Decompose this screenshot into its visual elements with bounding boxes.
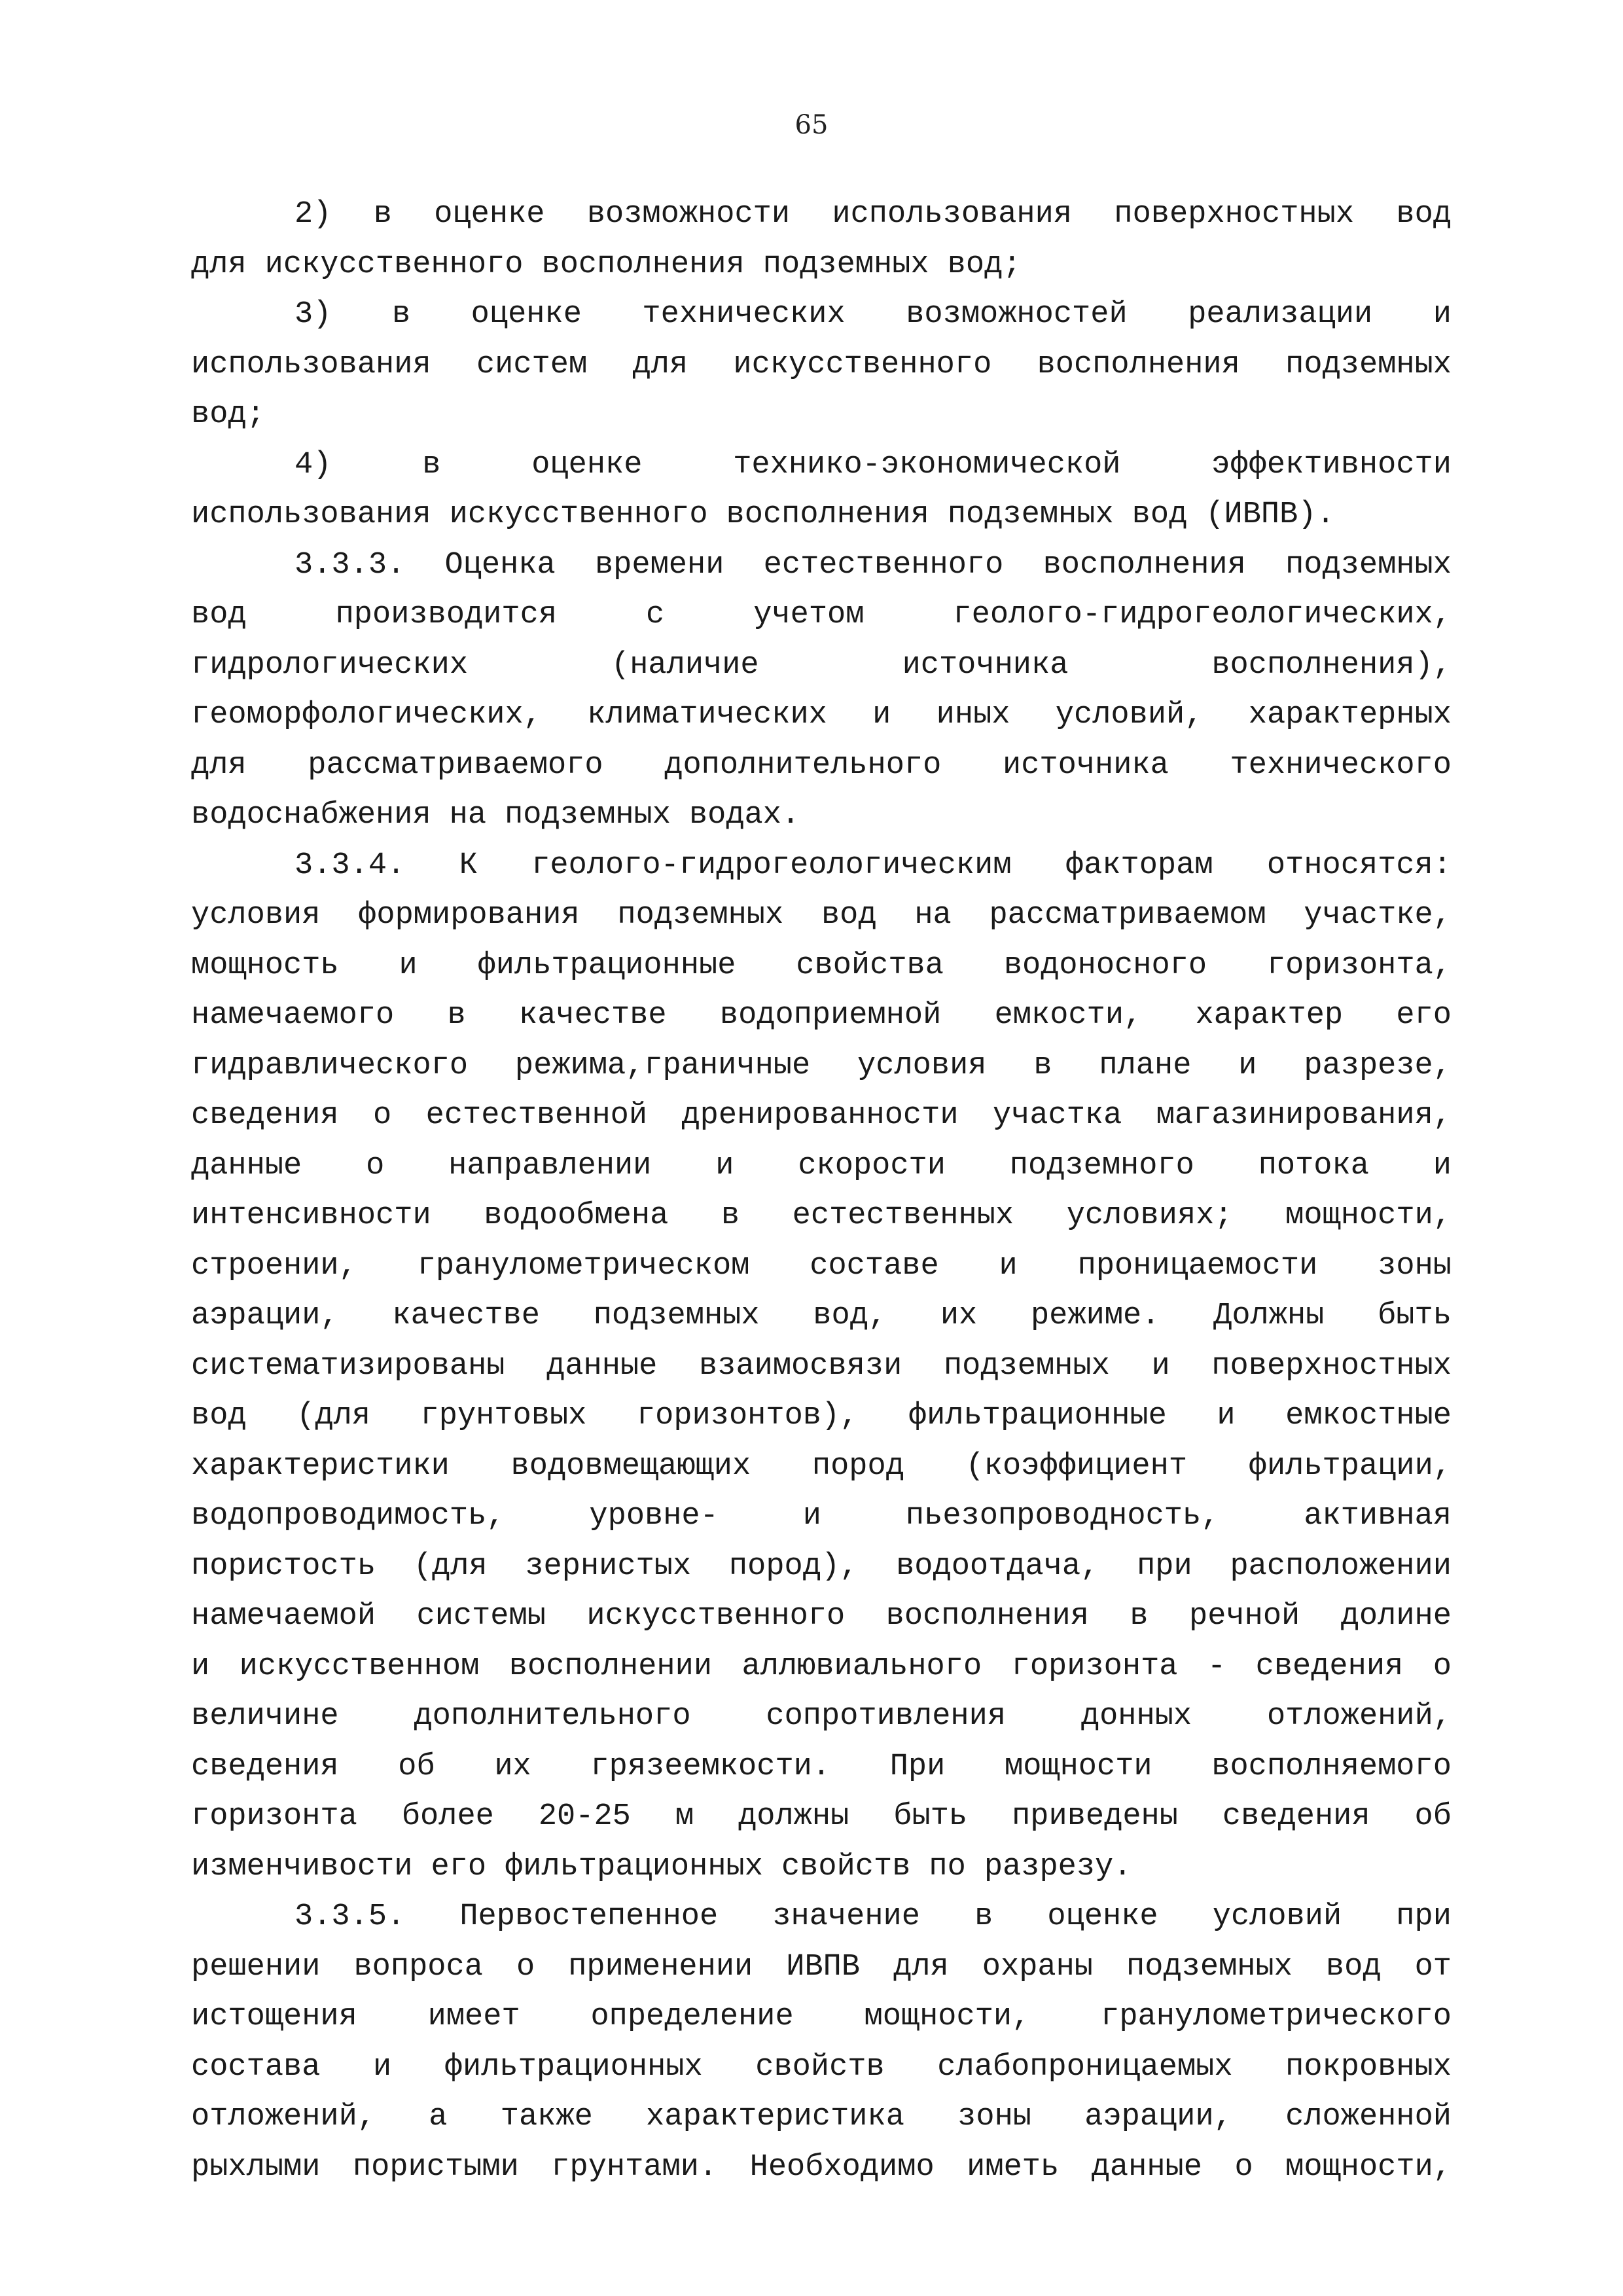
word: возможности	[586, 197, 791, 232]
word: 3.3.3.	[294, 547, 406, 583]
word: долине	[1340, 1599, 1452, 1634]
text-line	[191, 991, 1452, 1041]
word: пород	[812, 1448, 904, 1484]
word: а	[429, 2100, 448, 2134]
word: об	[398, 1749, 435, 1784]
word: отложений,	[1266, 1699, 1452, 1734]
word: и	[1151, 1348, 1170, 1384]
text-line	[191, 2043, 1452, 2093]
word: использования	[191, 347, 431, 382]
word: для	[893, 1949, 949, 1984]
word: фильтрации,	[1248, 1448, 1452, 1484]
word: поверхностных	[1114, 197, 1355, 232]
word: в	[1130, 1599, 1149, 1634]
word: мощности,	[864, 2000, 1031, 2034]
word: 3.3.4.	[294, 848, 406, 883]
word: грязеемкости.	[590, 1749, 831, 1784]
word: мощности,	[1285, 2149, 1452, 2185]
word: технического	[1230, 747, 1452, 783]
word: Первостепенное	[459, 1899, 719, 1934]
word: подземных	[947, 497, 1114, 532]
word: условий	[1212, 1899, 1342, 1934]
word: гранулометрическом	[417, 1248, 750, 1283]
word: оценке	[434, 197, 545, 232]
text-line	[191, 1141, 1452, 1192]
word: сложенной	[1285, 2100, 1452, 2134]
word: естественного	[763, 547, 1004, 583]
word: систематизированы	[191, 1348, 505, 1384]
word: 20-25	[538, 1799, 631, 1834]
word: мощность	[191, 948, 339, 983]
text-line	[191, 1391, 1452, 1442]
word: с	[646, 598, 665, 632]
word: вод	[1132, 497, 1188, 532]
word: речной	[1189, 1599, 1300, 1634]
word: донных	[1080, 1699, 1192, 1734]
text-line	[191, 2143, 1452, 2193]
word: времени	[594, 547, 724, 583]
text-line	[191, 490, 1452, 541]
text-line	[191, 1342, 1452, 1392]
word: аэрации,	[191, 1299, 339, 1333]
word: более	[401, 1799, 494, 1834]
word: быть	[1378, 1299, 1452, 1333]
text-line	[191, 1892, 1452, 1943]
word: расположении	[1230, 1549, 1452, 1584]
word: мощности,	[1285, 1198, 1452, 1233]
word: участке,	[1304, 898, 1452, 933]
word: направлении	[448, 1148, 652, 1183]
word: оценке	[531, 447, 643, 482]
word: учетом	[753, 598, 865, 632]
word: и	[1238, 1048, 1257, 1083]
word: об	[1414, 1799, 1452, 1834]
word: в	[373, 197, 392, 232]
word: гранулометрического	[1101, 2000, 1452, 2034]
word: К	[459, 848, 478, 883]
word: режима,граничные	[514, 1048, 811, 1083]
word: зоны	[1378, 1248, 1452, 1283]
word: намечаемого	[191, 998, 395, 1033]
word: гидрологических	[191, 647, 469, 683]
text-line	[191, 590, 1452, 641]
word: -	[1207, 1649, 1226, 1684]
word: рассматриваемом	[989, 898, 1266, 933]
word: горизонтов),	[636, 1399, 859, 1433]
word: подземных	[943, 1348, 1110, 1384]
word: и	[373, 2049, 392, 2085]
word: вод	[821, 898, 877, 933]
word: рассматриваемого	[308, 747, 603, 783]
word: по	[929, 1849, 966, 1884]
text-line	[191, 190, 1452, 240]
word: емкости,	[994, 998, 1143, 1033]
word: горизонта	[1011, 1649, 1178, 1684]
word: пористыми	[352, 2149, 519, 2185]
word: восполнении	[508, 1649, 713, 1684]
word: горизонта	[191, 1799, 357, 1834]
text-line	[191, 440, 1452, 491]
word: формирования	[358, 898, 580, 933]
word: разрезу.	[984, 1849, 1132, 1884]
word: истощения	[191, 2000, 357, 2034]
word: условиях;	[1066, 1198, 1233, 1233]
word: грунтами.	[551, 2149, 718, 2185]
word: сведения	[191, 1749, 339, 1784]
word: магазинирования,	[1156, 1098, 1452, 1133]
word: его	[431, 1849, 487, 1884]
text-line	[191, 1242, 1452, 1292]
word: интенсивности	[191, 1198, 431, 1233]
text-line	[191, 1992, 1452, 2043]
text-line	[191, 1842, 1452, 1893]
word: режиме.	[1030, 1299, 1160, 1333]
word: геолого-гидрогеологическим	[531, 848, 1012, 883]
word: его	[1396, 998, 1452, 1033]
word: водоотдача,	[896, 1549, 1099, 1584]
word: характеристика	[646, 2100, 904, 2134]
word: при	[1137, 1549, 1192, 1584]
word: Оценка	[444, 547, 556, 583]
word: условия	[857, 1048, 987, 1083]
word: уровне-	[589, 1499, 719, 1534]
word: оценке	[1047, 1899, 1158, 1934]
word: производится	[335, 598, 558, 632]
word: в	[721, 1198, 740, 1233]
text-line	[191, 791, 1452, 841]
word: водовмещающих	[510, 1448, 751, 1484]
text-line	[191, 2092, 1452, 2143]
word: источника	[1003, 747, 1169, 783]
word: дополнительного	[414, 1699, 691, 1734]
text-line	[191, 1692, 1452, 1742]
word: восполнения	[1037, 347, 1240, 382]
word: систем	[476, 347, 588, 382]
word: (для	[413, 1549, 488, 1584]
word: значение	[772, 1899, 920, 1934]
word: водопроводимость,	[191, 1499, 505, 1534]
word: использования	[832, 197, 1073, 232]
word: определение	[590, 2000, 794, 2034]
word: о	[1433, 1649, 1452, 1684]
word: зоны	[957, 2100, 1031, 2134]
word: характер	[1195, 998, 1344, 1033]
word: подземных	[762, 247, 929, 282]
word: фильтрационные	[477, 948, 736, 983]
word: и	[1433, 297, 1452, 332]
word: технико-экономической	[733, 447, 1121, 482]
word: грунтовых	[420, 1399, 587, 1433]
text-line	[191, 1041, 1452, 1092]
word: подземного	[1009, 1148, 1194, 1183]
word: восполнения	[541, 247, 745, 282]
word: вод;	[191, 397, 265, 432]
word: дополнительного	[664, 747, 942, 783]
word: о	[366, 1148, 385, 1183]
text-line	[191, 641, 1452, 691]
word: также	[500, 2100, 593, 2134]
word: ИВПВ	[786, 1949, 861, 1984]
text-line	[191, 1642, 1452, 1693]
word: вод;	[947, 247, 1022, 282]
word: для	[191, 247, 247, 282]
word: величине	[191, 1699, 339, 1734]
text-line	[191, 1592, 1452, 1642]
word: Должны	[1213, 1299, 1325, 1333]
word: аэрации,	[1084, 2100, 1232, 2134]
word: вод	[1325, 1949, 1382, 1984]
text-line	[191, 891, 1452, 941]
word: м	[675, 1799, 694, 1834]
word: приведены	[1012, 1799, 1178, 1834]
word: отложений,	[191, 2100, 376, 2134]
word: от	[1414, 1949, 1452, 1984]
word: данные	[191, 1148, 302, 1183]
word: сведения	[1222, 1799, 1370, 1834]
word: активная	[1304, 1499, 1452, 1534]
word: (коэффициент	[965, 1448, 1188, 1484]
word: пород),	[728, 1549, 859, 1584]
text-line	[191, 340, 1452, 391]
word: аллювиального	[741, 1649, 982, 1684]
word: фильтрационных	[505, 1849, 763, 1884]
word: и	[872, 698, 891, 732]
word: технических	[642, 297, 846, 332]
body-text	[191, 190, 1452, 2193]
word: 3.3.5.	[294, 1899, 406, 1934]
word: гидравлического	[191, 1048, 469, 1083]
word: системы	[416, 1599, 546, 1634]
word: при	[1396, 1899, 1452, 1934]
word: свойств	[755, 2049, 885, 2085]
page-number: 65	[794, 110, 829, 140]
word: подземных	[1285, 547, 1452, 583]
word: подземных	[1126, 1949, 1293, 1984]
word: геоморфологических,	[191, 698, 542, 732]
word: При	[889, 1749, 946, 1784]
word: их	[940, 1299, 978, 1333]
word: источника	[902, 647, 1069, 683]
word: в	[422, 447, 441, 482]
text-line	[191, 240, 1452, 291]
word: на	[914, 898, 952, 933]
word: применении	[568, 1949, 753, 1984]
word: рыхлыми	[191, 2149, 321, 2185]
word: их	[494, 1749, 531, 1784]
word: водоносного	[1003, 948, 1207, 983]
word: плане	[1099, 1048, 1192, 1083]
word: искусственном	[239, 1649, 480, 1684]
word: сопротивления	[766, 1699, 1007, 1734]
word: и	[715, 1148, 734, 1183]
word: в	[391, 297, 411, 332]
word: для	[632, 347, 688, 382]
word: свойств	[781, 1849, 911, 1884]
word: и	[191, 1649, 210, 1684]
word: 3)	[294, 297, 332, 332]
word: фильтрационные	[908, 1399, 1167, 1433]
word: водообмена	[484, 1198, 669, 1233]
text-line	[191, 541, 1452, 591]
word: восполнения	[1043, 547, 1246, 583]
word: восполнения	[726, 497, 929, 532]
text-line	[191, 1091, 1452, 1141]
word: относятся:	[1266, 848, 1452, 883]
word: восполняемого	[1211, 1749, 1452, 1784]
word: решении	[191, 1949, 321, 1984]
word: естественной	[425, 1098, 648, 1133]
word: восполнения),	[1211, 647, 1452, 683]
word: данные	[1091, 2149, 1202, 2185]
word: должны	[738, 1799, 849, 1834]
word: потока	[1258, 1148, 1369, 1183]
word: использования	[191, 497, 431, 532]
word: взаимосвязи	[699, 1348, 902, 1384]
word: водоприемной	[719, 998, 942, 1033]
text-line	[191, 1542, 1452, 1592]
text-line	[191, 691, 1452, 741]
word: в	[1033, 1048, 1052, 1083]
word: факторам	[1065, 848, 1213, 883]
word: пористость	[191, 1549, 376, 1584]
word: иметь	[967, 2149, 1060, 2185]
word: в	[447, 998, 466, 1033]
text-line	[191, 1442, 1452, 1492]
word: качестве	[392, 1299, 540, 1333]
word: подземных	[505, 798, 671, 833]
word: искусственного	[449, 497, 708, 532]
word: 4)	[294, 447, 332, 482]
word: зернистых	[525, 1549, 692, 1584]
word: характеристики	[191, 1448, 450, 1484]
word: 2)	[294, 197, 332, 232]
word: вод,	[813, 1299, 887, 1333]
text-line	[191, 741, 1452, 791]
text-line	[191, 1943, 1452, 1993]
word: водоснабжения	[191, 798, 431, 833]
word: для	[191, 747, 247, 783]
word: естественных	[792, 1198, 1014, 1233]
word: искусственного	[586, 1599, 846, 1634]
word: искусственного	[733, 347, 992, 382]
text-line	[191, 1492, 1452, 1542]
text-line	[191, 1291, 1452, 1342]
word: намечаемой	[191, 1599, 376, 1634]
word: геолого-гидрогеологических,	[953, 598, 1452, 632]
text-line	[191, 1792, 1452, 1842]
word: свойства	[796, 948, 944, 983]
word: о	[373, 1098, 392, 1133]
word: и	[999, 1248, 1018, 1283]
text-line	[191, 390, 1452, 440]
word: (для	[296, 1399, 370, 1433]
word: (ИВПВ).	[1205, 497, 1335, 532]
word: состава	[191, 2049, 321, 2085]
word: подземных	[1285, 347, 1452, 382]
word: и	[1433, 1148, 1452, 1183]
word: участка	[992, 1098, 1122, 1133]
word: сведения	[1255, 1649, 1404, 1684]
word: оценке	[471, 297, 582, 332]
word: горизонта,	[1266, 948, 1452, 983]
word: поверхностных	[1211, 1348, 1452, 1384]
word: покровных	[1285, 2049, 1452, 2085]
text-line	[191, 841, 1452, 891]
word: составе	[810, 1248, 939, 1283]
word: в	[974, 1899, 993, 1934]
word: иных	[936, 698, 1010, 732]
word: и	[802, 1499, 821, 1534]
word: восполнения	[885, 1599, 1089, 1634]
word: и	[399, 948, 418, 983]
word: на	[449, 798, 487, 833]
word: данные	[546, 1348, 658, 1384]
word: пьезопроводность,	[905, 1499, 1220, 1534]
word: охраны	[982, 1949, 1094, 1984]
word: условия	[191, 898, 321, 933]
word: слабопроницаемых	[937, 2049, 1233, 2085]
text-line	[191, 1742, 1452, 1793]
word: проницаемости	[1077, 1248, 1318, 1283]
word: сведения	[191, 1098, 339, 1133]
word: вод	[1396, 197, 1452, 232]
word: фильтрационных	[444, 2049, 703, 2085]
word: возможностей	[906, 297, 1128, 332]
word: Необходимо	[749, 2149, 935, 2185]
word: условий,	[1055, 698, 1204, 732]
word: строении,	[191, 1248, 357, 1283]
word: разрезе,	[1304, 1048, 1452, 1083]
word: подземных	[593, 1299, 760, 1333]
word: вопроса	[353, 1949, 483, 1984]
word: скорости	[798, 1148, 946, 1183]
word: характерных	[1248, 698, 1452, 732]
word: реализации	[1188, 297, 1373, 332]
word: быть	[893, 1799, 968, 1834]
word: искусственного	[264, 247, 524, 282]
word: дренированности	[681, 1098, 959, 1133]
text-line	[191, 1191, 1452, 1242]
word: о	[1234, 2149, 1253, 2185]
word: мощности	[1004, 1749, 1152, 1784]
word: о	[516, 1949, 535, 1984]
word: емкостные	[1285, 1399, 1452, 1433]
word: эффективности	[1211, 447, 1452, 482]
word: вод	[191, 1399, 247, 1433]
text-line	[191, 941, 1452, 992]
word: водах.	[688, 798, 800, 833]
word: качестве	[518, 998, 667, 1033]
word: вод	[191, 598, 247, 632]
word: подземных	[617, 898, 784, 933]
word: и	[1217, 1399, 1236, 1433]
word: (наличие	[611, 647, 759, 683]
word: имеет	[427, 2000, 520, 2034]
word: климатических	[587, 698, 827, 732]
word: изменчивости	[191, 1849, 413, 1884]
text-line	[191, 290, 1452, 340]
